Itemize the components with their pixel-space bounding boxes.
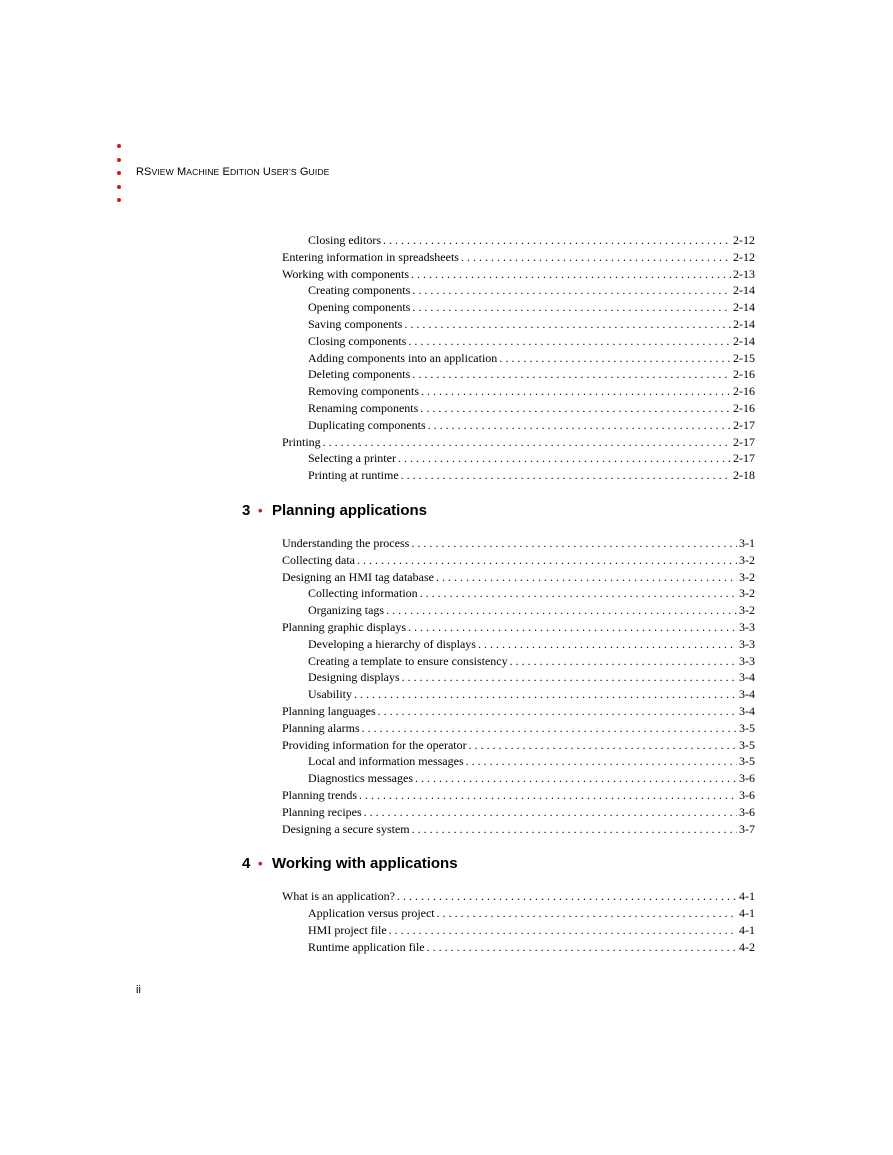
toc-entry-page: 3-3 bbox=[739, 636, 755, 651]
toc-entry-title: Closing editors bbox=[308, 233, 382, 247]
toc-entry-page: 3-6 bbox=[739, 804, 755, 819]
toc-entry-page: 3-3 bbox=[739, 619, 755, 634]
toc-entry-title: Application versus project bbox=[308, 906, 435, 921]
toc-entry-title: Creating a template to ensure consistency bbox=[308, 653, 508, 668]
toc-entry-page: 2-16 bbox=[733, 400, 755, 415]
toc-entry-title: Planning languages bbox=[282, 703, 376, 718]
toc-entry-page: 3-4 bbox=[739, 687, 755, 702]
toc-entry[interactable] bbox=[282, 282, 755, 299]
toc-entry-title: Collecting information bbox=[308, 586, 418, 601]
toc-entry-title: Designing an HMI tag database bbox=[282, 569, 434, 584]
toc-entry-title: Saving components bbox=[308, 316, 403, 331]
toc-entry-title: Collecting data bbox=[282, 552, 355, 567]
toc-entry-title: Adding components into an application bbox=[308, 350, 498, 365]
chapter-heading bbox=[242, 502, 755, 526]
toc-entry-page: 4-1 bbox=[739, 889, 755, 904]
toc-entry[interactable] bbox=[282, 905, 755, 922]
toc-entry[interactable] bbox=[282, 383, 755, 400]
toc-entry-title: Runtime application file bbox=[308, 939, 425, 954]
toc-entry-page: 3-4 bbox=[739, 703, 755, 718]
toc-entry-title: Duplicating components bbox=[308, 417, 426, 432]
toc-entry-title: Designing displays bbox=[308, 670, 400, 685]
toc-entry[interactable] bbox=[282, 266, 755, 283]
dot-leader bbox=[411, 266, 731, 283]
toc-entry-page: 2-17 bbox=[733, 434, 755, 449]
dot-leader bbox=[398, 450, 731, 467]
toc-entry-page: 2-14 bbox=[733, 283, 755, 298]
toc-entry[interactable] bbox=[282, 770, 755, 787]
toc-entry-page: 2-13 bbox=[733, 266, 755, 281]
toc-entry-page: 3-7 bbox=[739, 821, 755, 836]
toc-entry[interactable] bbox=[282, 400, 755, 417]
dot-leader bbox=[386, 602, 737, 619]
toc-entry-title: Developing a hierarchy of displays bbox=[308, 636, 476, 651]
toc-entry[interactable] bbox=[282, 299, 755, 316]
toc-entry-page: 2-14 bbox=[733, 333, 755, 348]
toc-entry-title: Printing at runtime bbox=[308, 468, 399, 483]
toc-entry[interactable] bbox=[282, 804, 755, 821]
dot-leader bbox=[412, 282, 731, 299]
dot-leader bbox=[412, 821, 737, 838]
toc-entry[interactable] bbox=[282, 636, 755, 653]
dot-leader bbox=[408, 619, 737, 636]
toc-entry[interactable] bbox=[282, 602, 755, 619]
toc-entry-page: 4-1 bbox=[739, 906, 755, 921]
bullet-icon bbox=[117, 171, 121, 175]
toc-entry[interactable] bbox=[282, 585, 755, 602]
dot-leader bbox=[420, 400, 731, 417]
toc-entry[interactable] bbox=[282, 653, 755, 670]
bullet-icon bbox=[117, 158, 121, 162]
dot-leader bbox=[437, 905, 737, 922]
toc-entry-title: Understanding the process bbox=[282, 535, 410, 550]
toc-entry-title: Selecting a printer bbox=[308, 451, 396, 466]
toc-entry-page: 2-18 bbox=[733, 468, 755, 483]
toc-entry[interactable] bbox=[282, 787, 755, 804]
bullet-icon bbox=[117, 198, 121, 202]
toc-entry[interactable] bbox=[282, 619, 755, 636]
bullet-icon bbox=[117, 144, 121, 148]
toc-entry-title: Creating components bbox=[308, 283, 411, 298]
toc-entry-page: 3-3 bbox=[739, 653, 755, 668]
dot-leader bbox=[408, 333, 731, 350]
toc-entry[interactable] bbox=[282, 569, 755, 586]
toc-entry-title: Working with components bbox=[282, 266, 410, 281]
chapter-bullet-icon: • bbox=[258, 502, 263, 518]
toc-entry-title: Opening components bbox=[308, 300, 411, 315]
toc-entry-title: Planning alarms bbox=[282, 720, 360, 735]
toc-entry[interactable] bbox=[282, 939, 755, 956]
page-number: ii bbox=[136, 984, 141, 996]
toc-entry[interactable] bbox=[282, 366, 755, 383]
toc-entry[interactable] bbox=[282, 535, 755, 552]
dot-leader bbox=[510, 653, 737, 670]
toc-entry-page: 3-5 bbox=[739, 737, 755, 752]
toc-entry[interactable] bbox=[282, 720, 755, 737]
toc-entry-page: 2-12 bbox=[733, 249, 755, 264]
toc-entry-title: Local and information messages bbox=[308, 754, 464, 769]
toc-entry-page: 3-2 bbox=[739, 552, 755, 567]
toc-entry-title: Entering information in spreadsheets bbox=[282, 249, 459, 264]
toc-entry-title: Renaming components bbox=[308, 400, 419, 415]
toc-entry[interactable] bbox=[282, 821, 755, 838]
toc-entry-title: Removing components bbox=[308, 384, 419, 399]
toc-entry-title: Organizing tags bbox=[308, 603, 385, 618]
toc-entry-page: 2-16 bbox=[733, 384, 755, 399]
toc-entry[interactable] bbox=[282, 669, 755, 686]
dot-leader bbox=[421, 383, 731, 400]
toc-entry-page: 4-1 bbox=[739, 922, 755, 937]
toc-entry[interactable] bbox=[282, 434, 755, 451]
toc-entry[interactable] bbox=[282, 467, 755, 484]
toc-entry[interactable] bbox=[282, 249, 755, 266]
chapter-heading bbox=[242, 855, 755, 879]
dot-leader bbox=[411, 535, 737, 552]
toc-entry-page: 3-2 bbox=[739, 603, 755, 618]
chapter-title: Working with applications bbox=[272, 855, 458, 873]
toc-entry-page: 2-17 bbox=[733, 451, 755, 466]
dot-leader bbox=[357, 552, 737, 569]
toc-entry[interactable] bbox=[282, 552, 755, 569]
table-of-contents bbox=[242, 232, 755, 955]
dot-leader bbox=[469, 737, 737, 754]
dot-leader bbox=[362, 720, 737, 737]
dot-leader bbox=[420, 585, 737, 602]
toc-entry-page: 3-5 bbox=[739, 720, 755, 735]
chapter-number: 4 bbox=[242, 855, 251, 873]
dot-leader bbox=[499, 350, 731, 367]
dot-leader bbox=[415, 770, 737, 787]
dot-leader bbox=[466, 753, 737, 770]
toc-entry-title: Planning graphic displays bbox=[282, 619, 406, 634]
toc-entry[interactable] bbox=[282, 737, 755, 754]
toc-entry-page: 3-5 bbox=[739, 754, 755, 769]
toc-entry[interactable] bbox=[282, 922, 755, 939]
dot-leader bbox=[364, 804, 737, 821]
toc-entry[interactable] bbox=[282, 888, 755, 905]
chapter-title: Planning applications bbox=[272, 501, 428, 519]
toc-entry-page: 3-6 bbox=[739, 787, 755, 802]
toc-entry[interactable] bbox=[282, 703, 755, 720]
dot-leader bbox=[427, 939, 737, 956]
toc-entry[interactable] bbox=[282, 753, 755, 770]
toc-entry[interactable] bbox=[282, 350, 755, 367]
toc-entry-title: Diagnostics messages bbox=[308, 771, 413, 786]
dot-leader bbox=[412, 366, 731, 383]
toc-entry-title: HMI project file bbox=[308, 922, 387, 937]
toc-entry-page: 2-16 bbox=[733, 367, 755, 382]
dot-leader bbox=[428, 417, 731, 434]
dot-leader bbox=[404, 316, 731, 333]
running-header: RSVIEW MACHINE EDITION USER’S GUIDE bbox=[136, 166, 330, 178]
toc-entry-page: 2-14 bbox=[733, 316, 755, 331]
toc-entry[interactable] bbox=[282, 232, 755, 249]
toc-entry[interactable] bbox=[282, 686, 755, 703]
toc-entry-title: Designing a secure system bbox=[282, 821, 410, 836]
toc-entry-page: 3-6 bbox=[739, 771, 755, 786]
dot-leader bbox=[323, 434, 731, 451]
dot-leader bbox=[478, 636, 737, 653]
toc-entry-page: 2-17 bbox=[733, 417, 755, 432]
bullet-icon bbox=[117, 185, 121, 189]
dot-leader bbox=[378, 703, 737, 720]
dot-leader bbox=[397, 888, 737, 905]
dot-leader bbox=[401, 467, 731, 484]
toc-entry-title: Planning trends bbox=[282, 787, 357, 802]
toc-entry-page: 4-2 bbox=[739, 939, 755, 954]
toc-entry-title: Providing information for the operator bbox=[282, 737, 467, 752]
toc-entry-title: What is an application? bbox=[282, 889, 395, 904]
toc-entry-page: 2-14 bbox=[733, 300, 755, 315]
toc-entry-page: 2-15 bbox=[733, 350, 755, 365]
dot-leader bbox=[389, 922, 737, 939]
toc-entry-title: Deleting components bbox=[308, 367, 411, 382]
toc-entry-page: 3-4 bbox=[739, 670, 755, 685]
dot-leader bbox=[402, 669, 737, 686]
toc-entry-page: 3-2 bbox=[739, 586, 755, 601]
dot-leader bbox=[383, 232, 731, 249]
chapter-number: 3 bbox=[242, 501, 251, 519]
toc-entry[interactable] bbox=[282, 316, 755, 333]
toc-entry-title: Closing components bbox=[308, 333, 407, 348]
toc-entry-page: 2-12 bbox=[733, 233, 755, 247]
dot-leader bbox=[412, 299, 731, 316]
toc-entry[interactable] bbox=[282, 450, 755, 467]
toc-entry-title: Printing bbox=[282, 434, 321, 449]
chapter-bullet-icon: • bbox=[258, 856, 263, 872]
dot-leader bbox=[436, 569, 737, 586]
dot-leader bbox=[359, 787, 737, 804]
toc-entry[interactable] bbox=[282, 417, 755, 434]
dot-leader bbox=[461, 249, 731, 266]
toc-entry-title: Planning recipes bbox=[282, 804, 362, 819]
dot-leader bbox=[354, 686, 737, 703]
toc-entry-page: 3-1 bbox=[739, 535, 755, 550]
toc-entry-title: Usability bbox=[308, 687, 352, 702]
toc-entry[interactable] bbox=[282, 333, 755, 350]
toc-entry-page: 3-2 bbox=[739, 569, 755, 584]
